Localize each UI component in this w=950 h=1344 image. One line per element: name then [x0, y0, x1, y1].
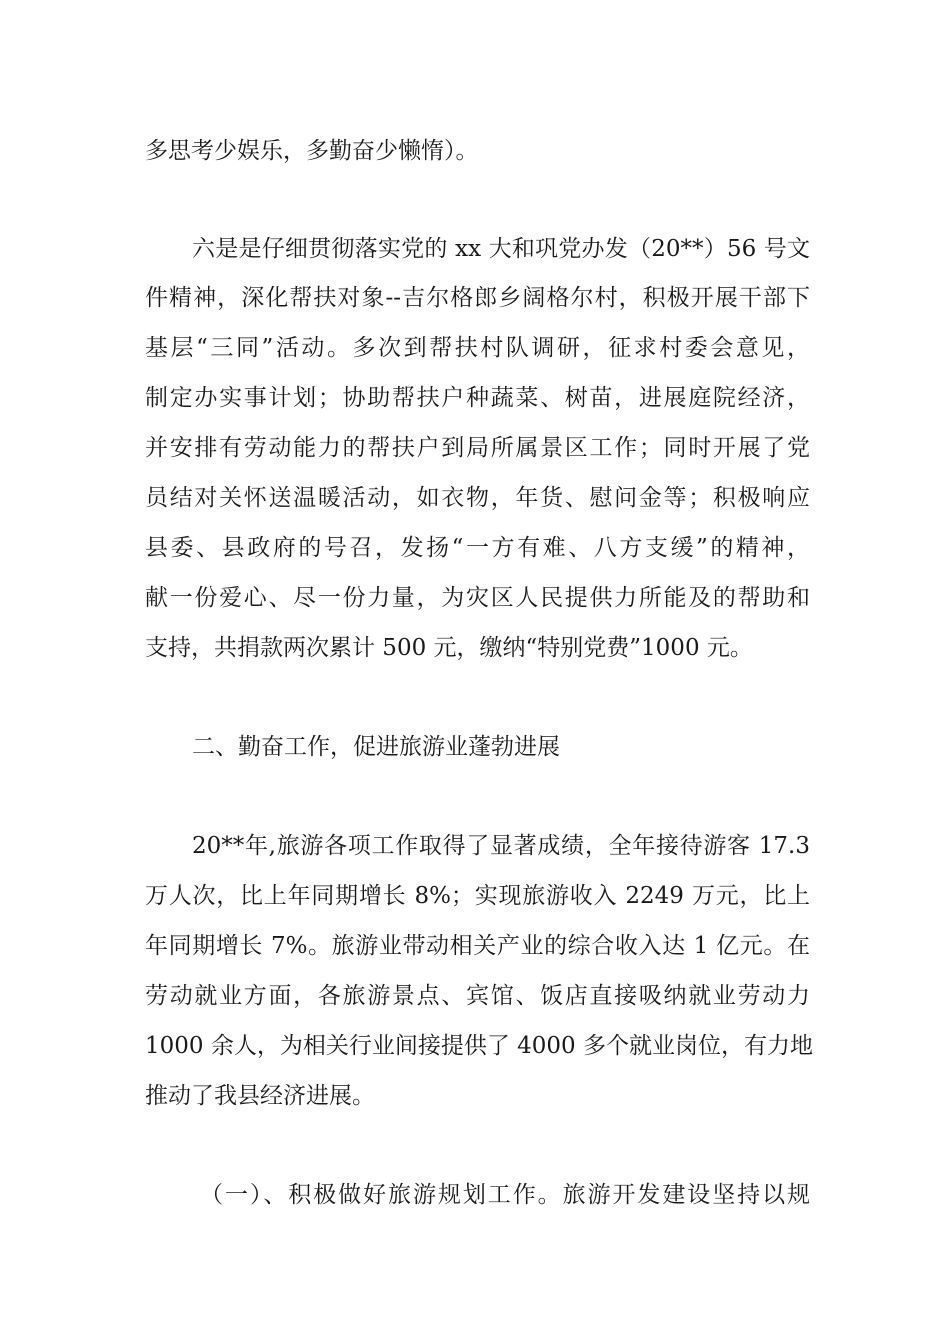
- paragraph-line: 年同期增长 7%。旅游业带动相关产业的综合收入达 1 亿元。在: [145, 933, 810, 959]
- paragraph-line: 六是是仔细贯彻落实党的 xx 大和巩党办发（20**）56 号文: [192, 236, 810, 262]
- section-heading: 二、勤奋工作，促进旅游业蓬勃进展: [192, 734, 560, 760]
- paragraph-line: 劳动就业方面，各旅游景点、宾馆、饭店直接吸纳就业劳动力: [145, 983, 810, 1009]
- paragraph-line: 员结对关怀送温暖活动，如衣物，年货、慰问金等；积极响应: [145, 485, 810, 511]
- paragraph-line: 件精神，深化帮扶对象--吉尔格郎乡阔格尔村，积极开展干部下: [145, 285, 810, 311]
- paragraph-line: 制定办实事计划；协助帮扶户种蔬菜、树苗，进展庭院经济，: [145, 385, 810, 411]
- paragraph-line: 1000 余人，为相关行业间接提供了 4000 多个就业岗位，有力地: [145, 1033, 813, 1059]
- paragraph-line: 献一份爱心、尽一份力量，为灾区人民提供力所能及的帮助和: [145, 585, 810, 611]
- paragraph-line: 20**年,旅游各项工作取得了显著成绩，全年接待游客 17.3: [192, 833, 810, 859]
- paragraph-line: 多思考少娱乐，多勤奋少懒惰）。: [145, 138, 479, 164]
- paragraph-line: 万人次，比上年同期增长 8%；实现旅游收入 2249 万元，比上: [145, 883, 810, 909]
- subsection-heading: （一）、积极做好旅游规划工作。旅游开发建设坚持以规: [200, 1182, 810, 1208]
- paragraph-line: 支持，共捐款两次累计 500 元，缴纳“特别党费”1000 元。: [145, 635, 753, 661]
- paragraph-line: 推动了我县经济进展。: [145, 1083, 375, 1109]
- paragraph-line: 基层“三同”活动。多次到帮扶村队调研，征求村委会意见，: [145, 335, 810, 361]
- paragraph-line: 并安排有劳动能力的帮扶户到局所属景区工作；同时开展了党: [145, 435, 810, 461]
- paragraph-line: 县委、县政府的号召，发扬“一方有难、八方支缓”的精神，: [145, 535, 810, 561]
